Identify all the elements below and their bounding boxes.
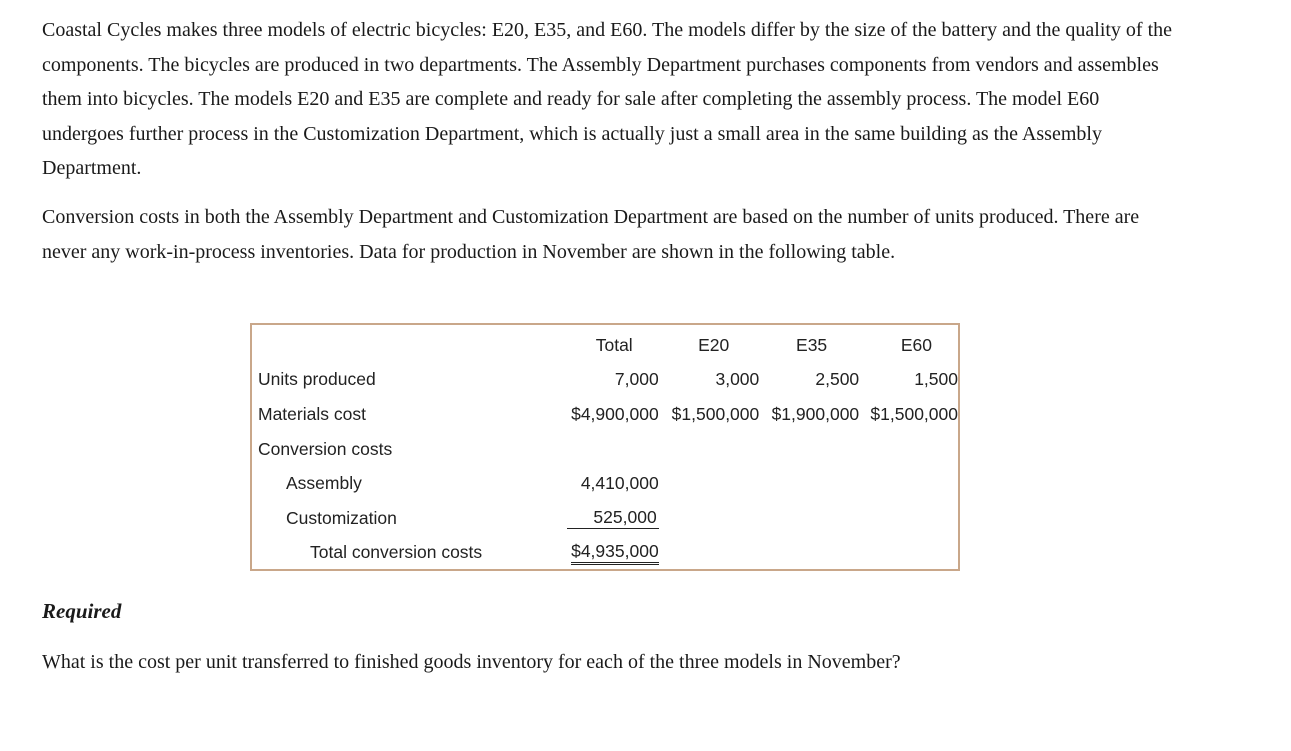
required-heading: Required [42,599,122,623]
total-conversion-costs-total: $4,935,000 [571,541,659,565]
table-row-materials-cost [258,397,958,432]
table-row-assembly [258,466,958,501]
required-question: What is the cost per unit transferred to finished goods inventory for each of the three models in November? [42,651,901,673]
conversion-costs-label: Conversion costs [258,438,393,459]
header-total: Total [595,334,633,355]
units-produced-e60: 1,500 [914,369,958,390]
header-e60: E60 [900,334,932,355]
table-row-customization [258,501,958,536]
materials-cost-e35: $1,900,000 [771,403,860,424]
units-produced-e35: 2,500 [815,369,860,390]
customization-total: 525,000 [567,507,658,529]
materials-cost-e20: $1,500,000 [671,403,760,424]
customization-label: Customization [286,507,397,528]
table-row-units-produced [258,363,958,398]
total-conversion-costs-label: Total conversion costs [310,542,483,563]
table-header-row [258,328,958,363]
materials-cost-total: $4,900,000 [571,403,659,424]
materials-cost-e60: $1,500,000 [870,403,958,424]
assembly-label: Assembly [286,473,362,494]
assembly-total: 4,410,000 [580,473,659,494]
units-produced-label: Units produced [258,369,376,390]
production-data-table [258,328,958,570]
intro-paragraph-2: Conversion costs in both the Assembly Department and Customization Department are based on the number of units produced. There are never any work-in-process inventories. Data for production in November are shown in the following table. [42,206,1140,263]
units-produced-e20: 3,000 [715,369,760,390]
units-produced-total: 7,000 [614,369,659,390]
header-blank-cell [258,328,502,363]
intro-paragraph-1: Coastal Cycles makes three models of electric bicycles: E20, E35, and E60. The models differ by the size of the battery and the quality of the components. The bicycles are produced in two departments. The Assembly Department purchases components from vendors and assembles them into bicycles. The models E20 and E35 are complete and ready for sale after completing the assembly process. The model E60 undergoes further process in the Customization Department, which is actually just a small area in the same building as the Assembly Department. [42,19,1173,179]
header-e20: E20 [698,334,730,355]
table-row-total-conversion-costs [258,536,958,571]
production-data-table-box [250,323,960,571]
header-e35: E35 [796,334,828,355]
materials-cost-label: Materials cost [258,403,366,424]
table-row-conversion-costs [258,432,958,467]
